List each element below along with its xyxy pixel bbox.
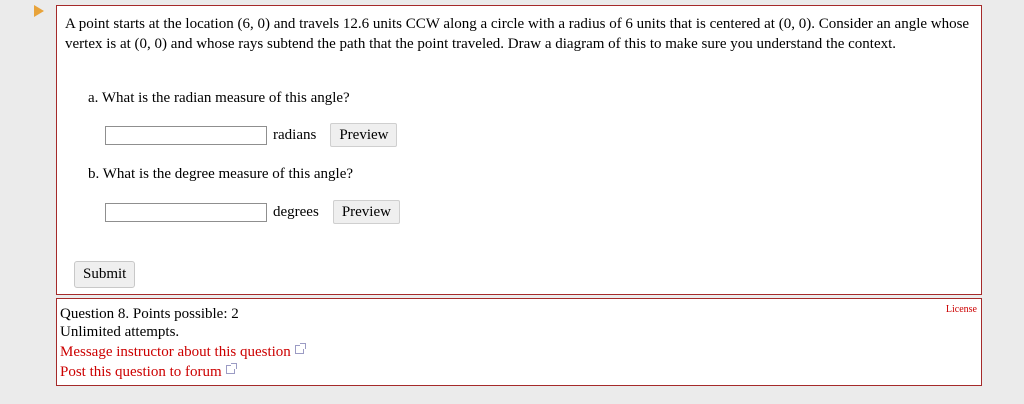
radians-unit-label: radians (273, 126, 317, 143)
part-a-question: a. What is the radian measure of this angle? (88, 90, 350, 106)
post-to-forum-link[interactable]: Post this question to forum (60, 364, 222, 380)
attempts-info: Unlimited attempts. (60, 324, 180, 340)
points-possible: Question 8. Points possible: 2 (60, 306, 239, 322)
external-link-icon[interactable] (226, 365, 235, 374)
part-a-answer-row (105, 124, 397, 146)
license-link[interactable]: License (945, 304, 977, 315)
degrees-unit-label: degrees (273, 203, 319, 220)
post-forum-row (60, 362, 235, 382)
message-instructor-row (60, 342, 304, 362)
submit-button[interactable]: Submit (74, 261, 135, 288)
part-b-question: b. What is the degree measure of this angle? (88, 166, 354, 182)
part-b-answer-row (105, 201, 400, 223)
collapse-arrow-icon[interactable] (34, 5, 44, 17)
question-prompt: A point starts at the location (6, 0) and travels 12.6 units CCW along a circle with a radius of 6 units that is centered at (0, 0). Consider an angle whose vertex is at (0, 0) and whose rays subtend the path that the point traveled. Draw a diagram of this to make sure you understand the context. (65, 16, 970, 52)
degrees-answer-input[interactable] (105, 203, 267, 222)
external-link-icon[interactable] (295, 345, 304, 354)
question-info-panel (56, 298, 982, 386)
message-instructor-link[interactable]: Message instructor about this question (60, 344, 291, 360)
radians-answer-input[interactable] (105, 126, 267, 145)
question-panel (56, 5, 982, 295)
preview-button-a[interactable]: Preview (330, 123, 397, 147)
preview-button-b[interactable]: Preview (333, 200, 400, 224)
